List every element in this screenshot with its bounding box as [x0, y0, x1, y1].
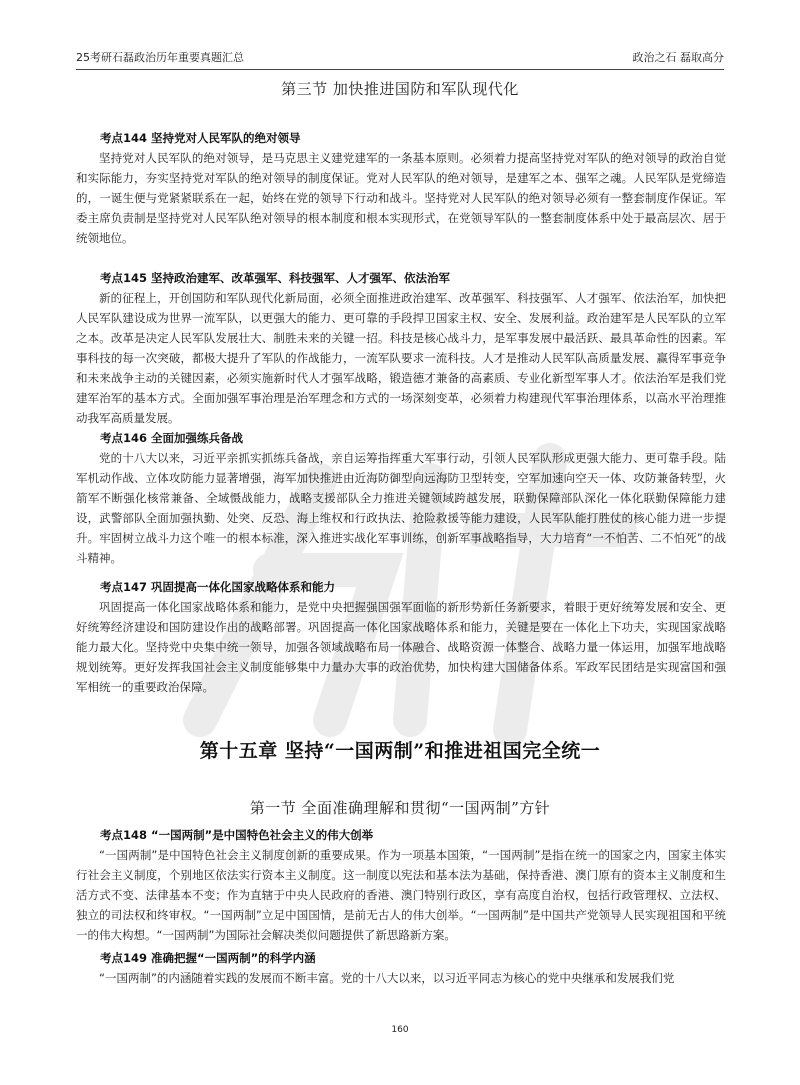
- point-149-body: “一国两制”的内涵随着实践的发展而不断丰富。党的十八大以来，以习近平同志为核心的党中央继承和发展我们党: [99, 971, 675, 985]
- point-148-title: 考点148 “一国两制”是中国特色社会主义的伟大创举: [100, 828, 374, 842]
- point-145-body: 新的征程上，开创国防和军队现代化新局面，必须全面推进政治建军、改革强军、科技强军、人才强军、依法治军，加快把人民军队建设成为世界一流军队，以更强大的能力、更可靠的手段捍卫国家主权、安全、发展利益。政治建军是人民军队的立军之本。改革是决定人民军队发展壮大、制胜未来的关键一招。科技是核心战斗力，是军事发展中最活跃、最具革命性的因素。军事科技的每一次突破，都极大提升了军队的作战能力，一流军队要求一流科技。人才是推动人民军队高质量发展、赢得军事竞争和未来战争主动的关键因素，必须实施新时代人才强军战略，锻造德才兼备的高素质、专业化新型军事人才。依法治军是我们党建军治军的基本方式。全面加强军事治理是治军理念和方式的一场深刻变革，必须着力构建现代军事治理体系，以高水平治理推动我军高质量发展。: [76, 291, 726, 425]
- point-147-body: 巩固提高一体化国家战略体系和能力，是党中央把握强国强军面临的新形势新任务新要求，着眼于更好统筹发展和安全、更好统筹经济建设和国防建设作出的战略部署。巩固提高一体化国家战略体系和能力，关键是要在一体化上下功夫，实现国家战略能力最大化。坚持党中央集中统一领导，加强各领域战略布局一体融合、战略资源一体整合、战略力量一体运用，加强军地战略规划统筹。更好发挥我国社会主义制度能够集中力量办大事的政治优势，加快构建大国储备体系。军政军民团结是实现富国和强军相统一的重要政治保障。: [76, 600, 726, 694]
- point-146-body: 党的十八大以来，习近平亲抓实抓练兵备战，亲自运筹指挥重大军事行动，引领人民军队形成更强大能力、更可靠手段。陆军机动作战、立体攻防能力显著增强，海军加快推进由近海防御型向远海防卫型转变，空军加速向空天一体、攻防兼备转型，火箭军不断强化核常兼备、全域慑战能力，战略支援部队全力推进关键领域跨越发展，联勤保障部队深化一体化联勤保障能力建设，武警部队全面加强执勤、处突、反恐、海上维权和行政执法、抢险救援等能力建设，人民军队能打胜仗的核心能力进一步提升。牢固树立战斗力这个唯一的根本标准，深入推进实战化军事训练，创新军事战略指导，大力培育“一不怕苦、二不怕死”的战斗精神。: [76, 451, 726, 565]
- point-147-title: 考点147 巩固提高一体化国家战略体系和能力: [100, 580, 336, 594]
- chapter-title-15: 第十五章 坚持“一国两制”和推进祖国完全统一: [199, 740, 601, 762]
- section-title-1: 第一节 全面准确理解和贯彻“一国两制”方针: [249, 799, 551, 817]
- header-left-title: 25考研石磊政治历年重要真题汇总: [76, 51, 244, 64]
- header-divider: [76, 69, 724, 70]
- point-148-body: “一国两制”是中国特色社会主义制度创新的重要成果。作为一项基本国策，“一国两制”是指在统一的国家之内，国家主体实行社会主义制度，个别地区依法实行资本主义制度。这一制度以宪法和基本法为基础，保持香港、澳门原有的资本主义制度和生活方式不变、法律基本不变；作为直辖于中央人民政府的香港、澳门特别行政区，享有高度自治权，包括行政管理权、立法权、独立的司法权和终审权。“一国两制”立足中国国情，是前无古人的伟大创举。“一国两制”是中国共产党领导人民实现祖国和平统一的伟大构想。“一国两制”为国际社会解决类似问题提供了新思路新方案。: [76, 848, 726, 942]
- page-number: 160: [391, 1025, 409, 1035]
- point-145-title: 考点145 坚持政治建军、改革强军、科技强军、人才强军、依法治军: [100, 271, 451, 285]
- point-149-title: 考点149 准确把握“一国两制”的科学内涵: [100, 951, 316, 965]
- page-header: [76, 50, 724, 66]
- header-right-slogan: 政治之石 磊取高分: [632, 51, 724, 64]
- point-146-title: 考点146 全面加强练兵备战: [100, 431, 244, 445]
- section-title-3: 第三节 加快推进国防和军队现代化: [281, 80, 519, 98]
- point-144-title: 考点144 坚持党对人民军队的绝对领导: [100, 131, 301, 145]
- point-144-body: 坚持党对人民军队的绝对领导，是马克思主义建党建军的一条基本原则。必须着力提高坚持党对军队的绝对领导的政治自觉和实际能力，夯实坚持党对军队的绝对领导的制度保证。党对人民军队的绝对领导，是建军之本、强军之魂。人民军队是党缔造的，一诞生便与党紧紧联系在一起，始终在党的领导下行动和战斗。坚持党对人民军队的绝对领导必须有一整套制度作保证。军委主席负责制是坚持党对人民军队绝对领导的根本制度和根本实现形式，在党领导军队的一整套制度体系中处于最高层次、居于统领地位。: [76, 151, 726, 245]
